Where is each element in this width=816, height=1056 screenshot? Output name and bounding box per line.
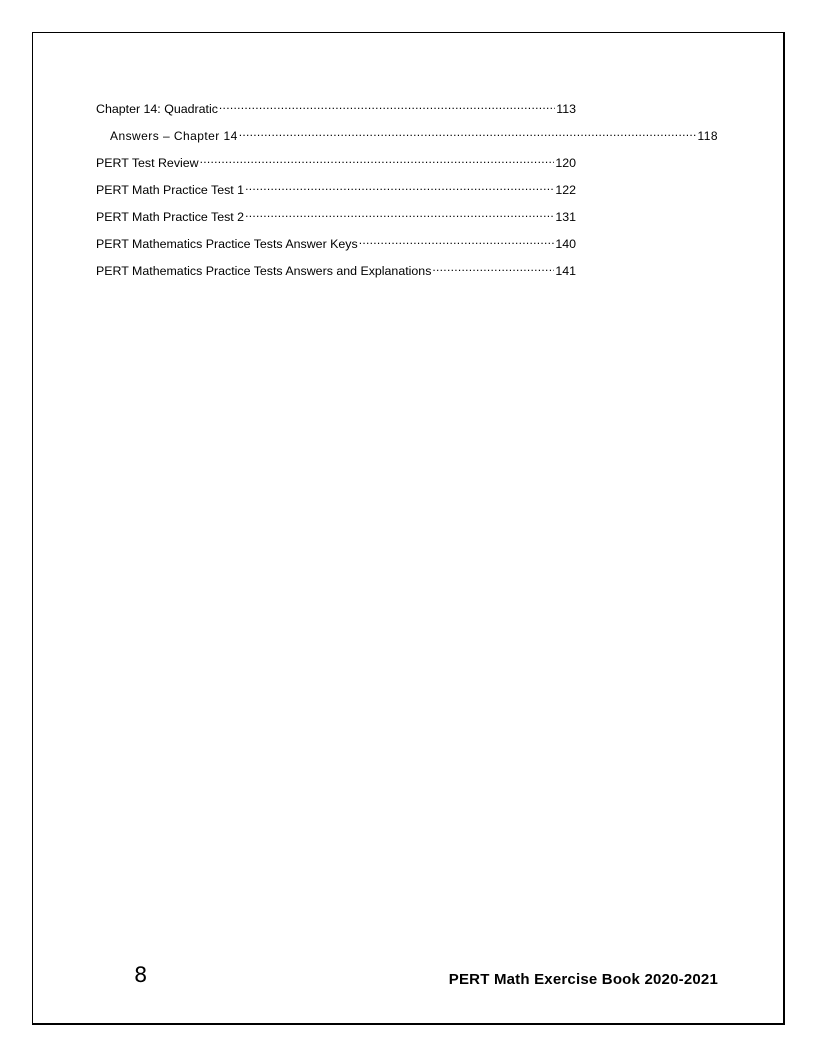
toc-entry-title: PERT Math Practice Test 1 [96, 183, 245, 197]
dot-leader [200, 151, 555, 167]
toc-entry-page: 118 [697, 129, 718, 143]
toc-entry-page: 120 [555, 156, 576, 170]
toc-entry-chapter-14[interactable] [96, 97, 576, 124]
toc-entry-answers-and-explanations[interactable] [96, 259, 576, 286]
toc-entry-page: 113 [556, 102, 576, 116]
toc-entry-title: Answers – Chapter 14 [110, 129, 238, 143]
toc-entry-title: PERT Test Review [96, 156, 199, 170]
dot-leader [245, 178, 554, 194]
dot-leader [359, 232, 555, 248]
toc-entry-page: 141 [555, 264, 576, 278]
toc-entry-practice-test-1[interactable] [96, 178, 576, 205]
toc-entry-title: Chapter 14: Quadratic [96, 102, 218, 116]
dot-leader [239, 124, 697, 140]
toc-entry-answer-keys[interactable] [96, 232, 576, 259]
toc-entry-page: 122 [555, 183, 576, 197]
toc-entry-title: PERT Math Practice Test 2 [96, 210, 245, 224]
table-of-contents [96, 97, 736, 286]
toc-entry-pert-test-review[interactable] [96, 151, 576, 178]
dot-leader [219, 97, 555, 113]
toc-entry-title: PERT Mathematics Practice Tests Answers and Explanations [96, 264, 432, 278]
dot-leader [432, 259, 554, 275]
toc-entry-answers-chapter-14[interactable] [110, 124, 718, 151]
toc-entry-page: 140 [555, 237, 576, 251]
toc-entry-title: PERT Mathematics Practice Tests Answer Keys [96, 237, 358, 251]
toc-entry-practice-test-2[interactable] [96, 205, 576, 232]
footer-book-title: PERT Math Exercise Book 2020-2021 [448, 971, 718, 988]
toc-entry-page: 131 [555, 210, 576, 224]
dot-leader [245, 205, 554, 221]
footer-page-number: 8 [134, 963, 148, 987]
